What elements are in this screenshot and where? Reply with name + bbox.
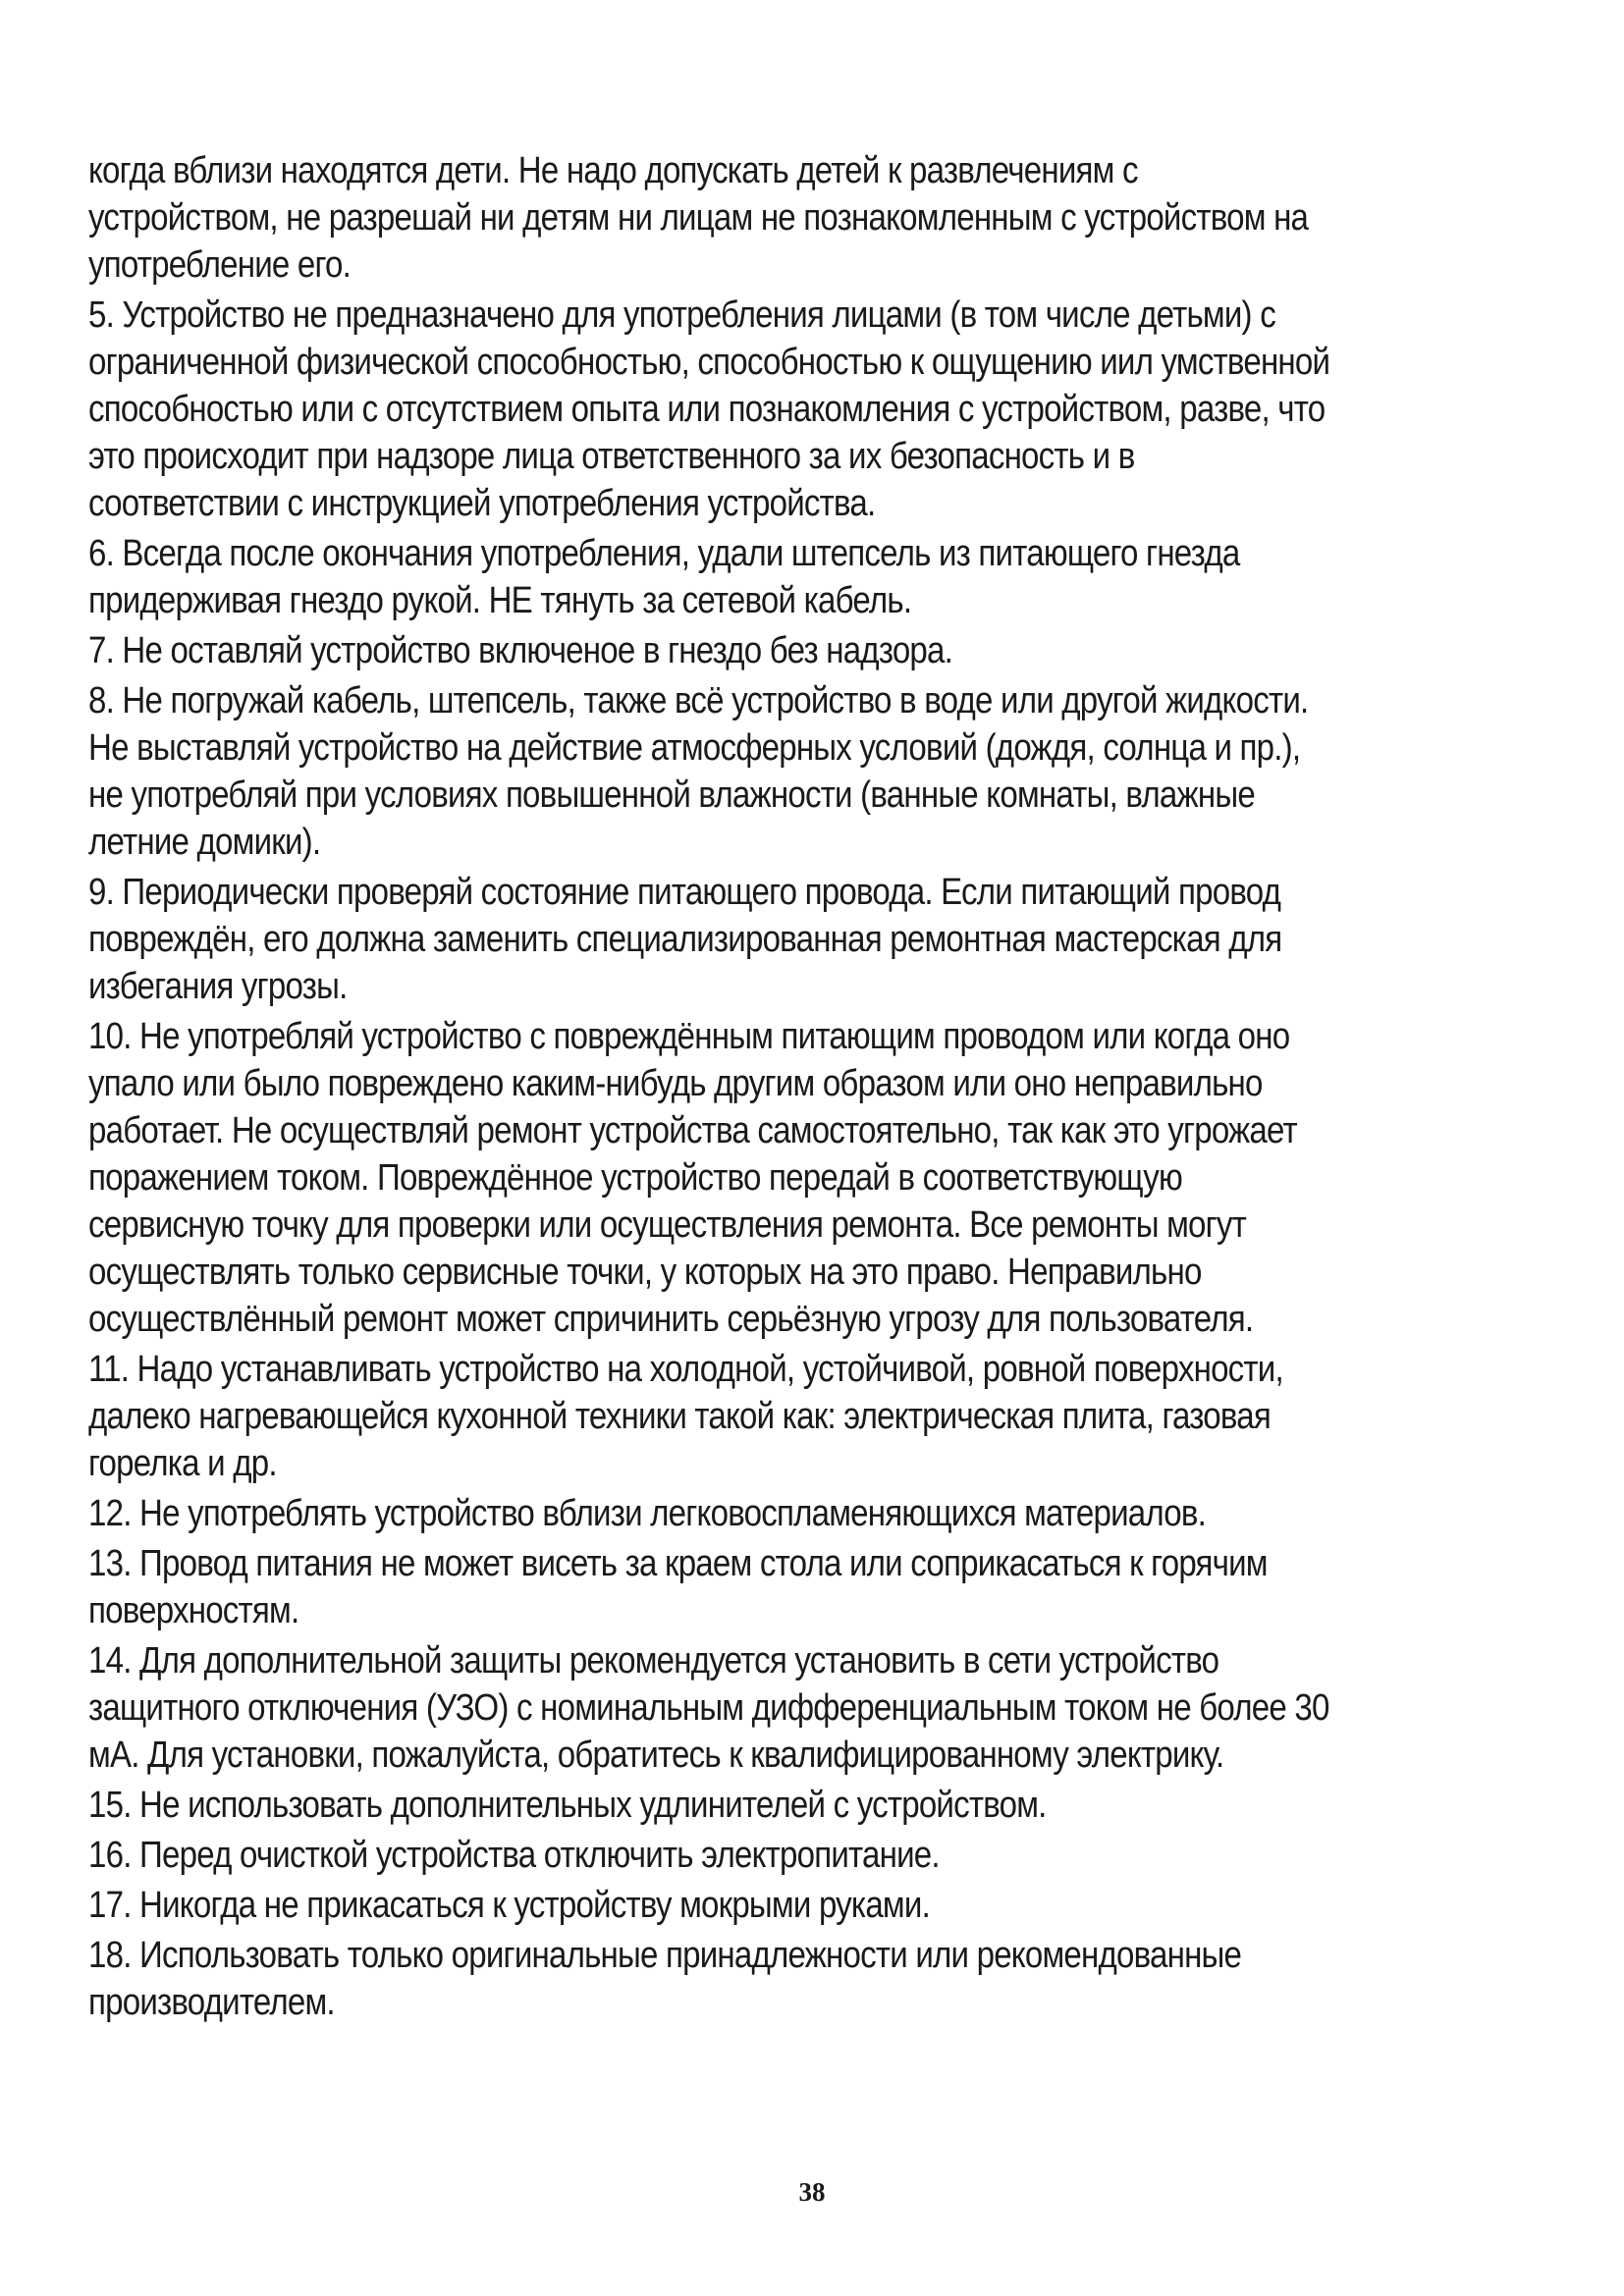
safety-instructions-text: [88, 147, 1561, 2026]
text-line: поверхностям.: [88, 1590, 299, 1631]
paragraph: [88, 1932, 1561, 2026]
text-line: 15. Не использовать дополнительных удлинителей с устройством.: [88, 1785, 1047, 1826]
text-line: 10. Не употребляй устройство с повреждённым питающим проводом или когда оно: [88, 1016, 1290, 1057]
text-line: соответствии с инструкцией употребления устройства.: [88, 483, 876, 524]
text-line: придерживая гнездо рукой. НЕ тянуть за сетевой кабель.: [88, 580, 912, 621]
paragraph: [88, 677, 1561, 866]
paragraph: [88, 1637, 1561, 1779]
text-line: это происходит при надзоре лица ответственного за их безопасность и в: [88, 436, 1135, 477]
text-line: 17. Никогда не прикасаться к устройству мокрыми руками.: [88, 1885, 930, 1926]
paragraph: [88, 627, 1561, 674]
text-line: осуществлённый ремонт может спричинить серьёзную угрозу для пользователя.: [88, 1299, 1254, 1340]
text-line: далеко нагревающейся кухонной техники такой как: электрическая плита, газовая: [88, 1396, 1271, 1437]
paragraph: [88, 1490, 1561, 1537]
text-line: поражением током. Повреждённое устройство передай в соответствующую: [88, 1157, 1182, 1199]
paragraph: [88, 869, 1561, 1010]
paragraph: [88, 530, 1561, 624]
text-line: 14. Для дополнительной защиты рекомендуется установить в сети устройство: [88, 1640, 1219, 1682]
text-line: упало или было повреждено каким-нибудь другим образом или оно неправильно: [88, 1063, 1263, 1104]
text-line: 5. Устройство не предназначено для употребления лицами (в том числе детьми) с: [88, 294, 1275, 336]
text-line: производителем.: [88, 1982, 335, 2023]
text-line: осуществлять только сервисные точки, у которых на это право. Неправильно: [88, 1252, 1202, 1293]
paragraph: [88, 147, 1561, 289]
text-line: 8. Не погружай кабель, штепсель, также всё устройство в воде или другой жидкости.: [88, 680, 1309, 721]
paragraph: [88, 1540, 1561, 1634]
paragraph: [88, 1832, 1561, 1879]
text-line: избегания угрозы.: [88, 966, 348, 1007]
page-number: 38: [798, 2177, 826, 2207]
text-line: 7. Не оставляй устройство включеное в гнездо без надзора.: [88, 630, 953, 671]
text-line: способностью или с отсутствием опыта или познакомления с устройством, разве, что: [88, 389, 1326, 430]
paragraph: [88, 1013, 1561, 1343]
text-line: защитного отключения (УЗО) с номинальным дифференциальным током не более 30: [88, 1687, 1329, 1729]
text-line: 6. Всегда после окончания употребления, удали штепсель из питающего гнезда: [88, 533, 1240, 574]
text-line: 12. Не употреблять устройство вблизи легковоспламеняющихся материалов.: [88, 1493, 1207, 1534]
text-line: 16. Перед очисткой устройства отключить электропитание.: [88, 1835, 940, 1876]
text-line: горелка и др.: [88, 1443, 277, 1484]
text-line: ограниченной физической способностью, способностью к ощущению иил умственной: [88, 342, 1330, 383]
text-line: 9. Периодически проверяй состояние питающего провода. Если питающий провод: [88, 872, 1281, 913]
text-line: сервисную точку для проверки или осуществления ремонта. Все ремонты могут: [88, 1204, 1247, 1246]
text-line: работает. Не осуществляй ремонт устройства самостоятельно, так как это угрожает: [88, 1110, 1297, 1151]
text-line: мА. Для установки, пожалуйста, обратитесь к квалифицированному электрику.: [88, 1735, 1224, 1776]
text-line: летние домики).: [88, 822, 321, 863]
paragraph: [88, 1882, 1561, 1929]
text-line: не употребляй при условиях повышенной влажности (ванные комнаты, влажные: [88, 774, 1255, 816]
text-line: повреждён, его должна заменить специализированная ремонтная мастерская для: [88, 919, 1282, 960]
paragraph: [88, 1346, 1561, 1487]
text-line: 11. Надо устанавливать устройство на холодной, устойчивой, ровной поверхности,: [88, 1349, 1283, 1390]
text-line: устройством, не разрешай ни детям ни лицам не познакомленным с устройством на: [88, 197, 1309, 239]
paragraph: [88, 292, 1561, 527]
document-page: [88, 147, 1561, 2029]
text-line: 18. Использовать только оригинальные принадлежности или рекомендованные: [88, 1935, 1242, 1976]
paragraph: [88, 1782, 1561, 1829]
text-line: Не выставляй устройство на действие атмосферных условий (дождя, солнца и пр.),: [88, 727, 1301, 769]
text-line: 13. Провод питания не может висеть за краем стола или соприкасаться к горячим: [88, 1543, 1268, 1584]
text-line: употребление его.: [88, 244, 352, 286]
text-line: когда вблизи находятся дети. Не надо допускать детей к развлечениям с: [88, 150, 1138, 191]
